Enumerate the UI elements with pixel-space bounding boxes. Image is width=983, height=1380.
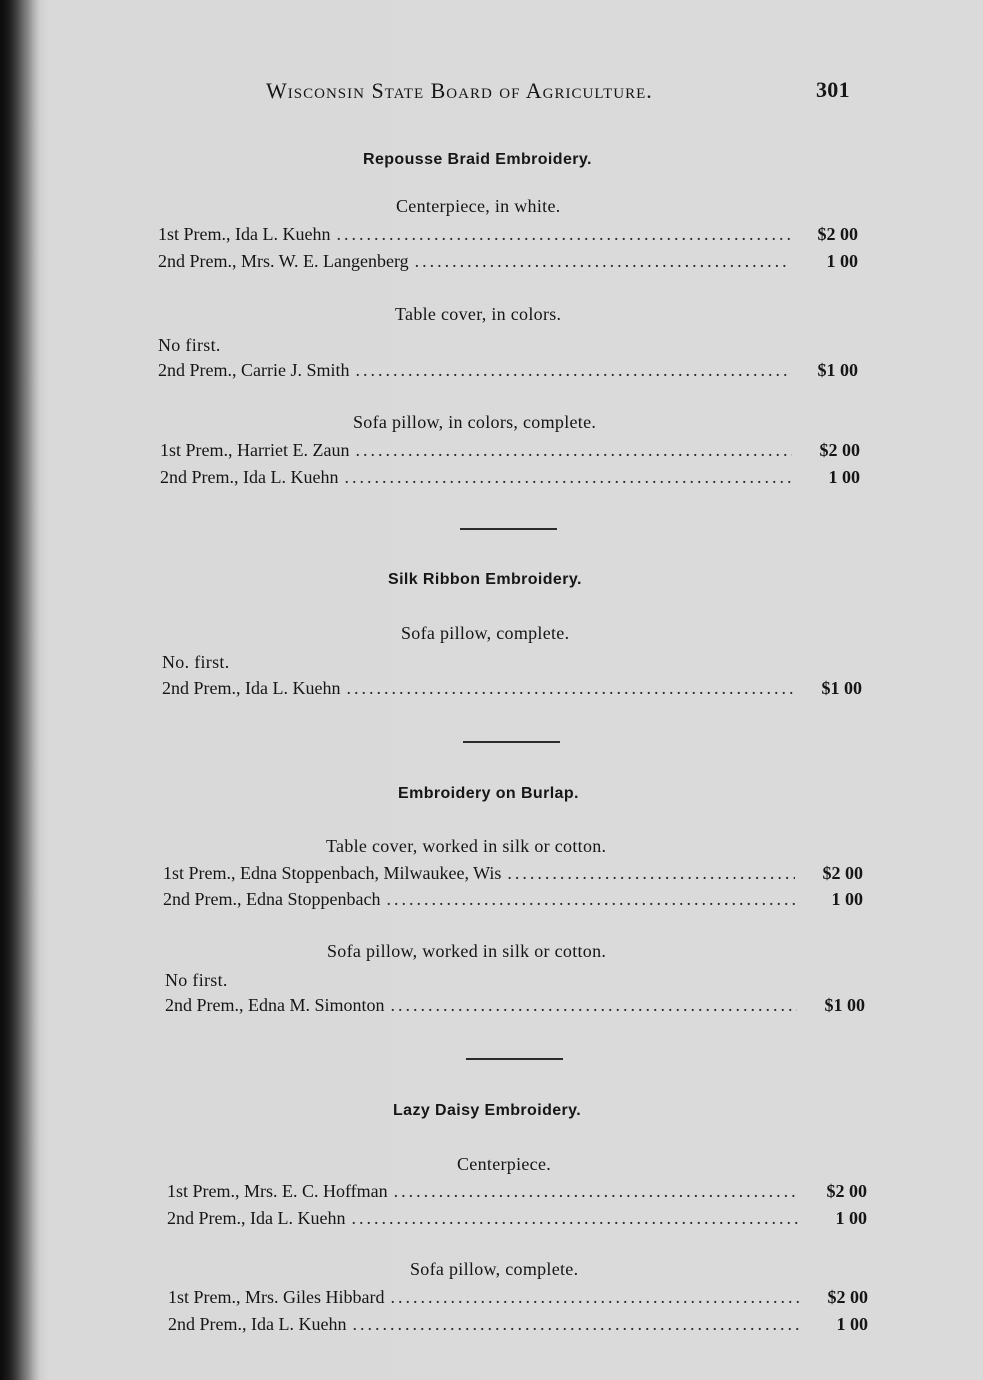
leader-dots <box>344 467 792 488</box>
section-divider <box>460 528 557 530</box>
leader-dots <box>351 1208 799 1229</box>
group-subtitle: Table cover, in colors. <box>395 304 562 324</box>
leader-dots <box>507 863 795 884</box>
group-subtitle: Centerpiece. <box>457 1154 552 1174</box>
premium-entry <box>158 251 858 272</box>
premium-entry <box>168 1287 868 1308</box>
group-subtitle: Sofa pillow, complete. <box>401 623 570 643</box>
entry-amount: 1 00 <box>835 1208 867 1228</box>
group-note: No. first. <box>162 652 230 672</box>
entry-amount: $2 00 <box>822 863 863 883</box>
section-title: Silk Ribbon Embroidery. <box>388 571 582 588</box>
premium-entry <box>158 360 858 381</box>
entry-amount: $1 00 <box>817 360 858 380</box>
entry-name: 2nd Prem., Carrie J. Smith <box>158 360 350 380</box>
entry-amount: $2 00 <box>819 440 860 460</box>
leader-dots <box>415 251 790 272</box>
section-divider <box>463 741 560 743</box>
premium-entry <box>158 224 858 245</box>
entry-amount: 1 00 <box>826 251 858 271</box>
group-subtitle: Sofa pillow, in colors, complete. <box>353 412 597 432</box>
entry-name: 1st Prem., Ida L. Kuehn <box>158 224 331 244</box>
leader-dots <box>390 1287 800 1308</box>
group-subtitle: Sofa pillow, complete. <box>410 1259 579 1279</box>
entry-amount: 1 00 <box>828 467 860 487</box>
premium-entry <box>162 678 862 699</box>
premium-entry <box>167 1208 867 1229</box>
group-subtitle: Sofa pillow, worked in silk or cotton. <box>327 941 607 961</box>
page-number: 301 <box>816 77 850 102</box>
running-header: Wisconsin State Board of Agriculture. <box>266 78 653 103</box>
entry-name: 2nd Prem., Mrs. W. E. Langenberg <box>158 251 409 271</box>
entry-amount: $2 00 <box>817 224 858 244</box>
leader-dots <box>336 224 790 245</box>
premium-entry <box>160 467 860 488</box>
entry-amount: $1 00 <box>824 995 865 1015</box>
entry-name: 2nd Prem., Edna M. Simonton <box>165 995 385 1015</box>
premium-entry <box>163 889 863 910</box>
entry-amount: 1 00 <box>831 889 863 909</box>
group-note: No first. <box>158 335 221 355</box>
leader-dots <box>355 440 792 461</box>
premium-entry <box>163 863 863 884</box>
leader-dots <box>386 889 795 910</box>
group-subtitle: Table cover, worked in silk or cotton. <box>326 836 607 856</box>
entry-amount: $1 00 <box>821 678 862 698</box>
section-title: Lazy Daisy Embroidery. <box>393 1102 582 1119</box>
premium-entry <box>167 1181 867 1202</box>
group-subtitle: Centerpiece, in white. <box>396 196 561 216</box>
section-title: Embroidery on Burlap. <box>398 785 579 802</box>
leader-dots <box>356 360 791 381</box>
entry-name: 1st Prem., Edna Stoppenbach, Milwaukee, Wis <box>163 863 502 883</box>
premium-entry <box>165 995 865 1016</box>
premium-entry <box>160 440 860 461</box>
entry-name: 2nd Prem., Ida L. Kuehn <box>162 678 341 698</box>
section-divider <box>466 1058 563 1060</box>
leader-dots <box>391 995 798 1016</box>
leader-dots <box>352 1314 800 1335</box>
entry-name: 2nd Prem., Edna Stoppenbach <box>163 889 381 909</box>
entry-name: 1st Prem., Mrs. Giles Hibbard <box>168 1287 385 1307</box>
book-spine-shadow <box>0 0 40 1380</box>
entry-amount: $2 00 <box>827 1287 868 1307</box>
entry-name: 1st Prem., Mrs. E. C. Hoffman <box>167 1181 388 1201</box>
leader-dots <box>346 678 794 699</box>
entry-name: 2nd Prem., Ida L. Kuehn <box>167 1208 346 1228</box>
entry-name: 2nd Prem., Ida L. Kuehn <box>160 467 339 487</box>
section-title: Repousse Braid Embroidery. <box>363 151 592 168</box>
entry-amount: 1 00 <box>836 1314 868 1334</box>
leader-dots <box>394 1181 799 1202</box>
entry-name: 1st Prem., Harriet E. Zaun <box>160 440 350 460</box>
entry-amount: $2 00 <box>826 1181 867 1201</box>
premium-entry <box>168 1314 868 1335</box>
group-note: No first. <box>165 970 228 990</box>
entry-name: 2nd Prem., Ida L. Kuehn <box>168 1314 347 1334</box>
